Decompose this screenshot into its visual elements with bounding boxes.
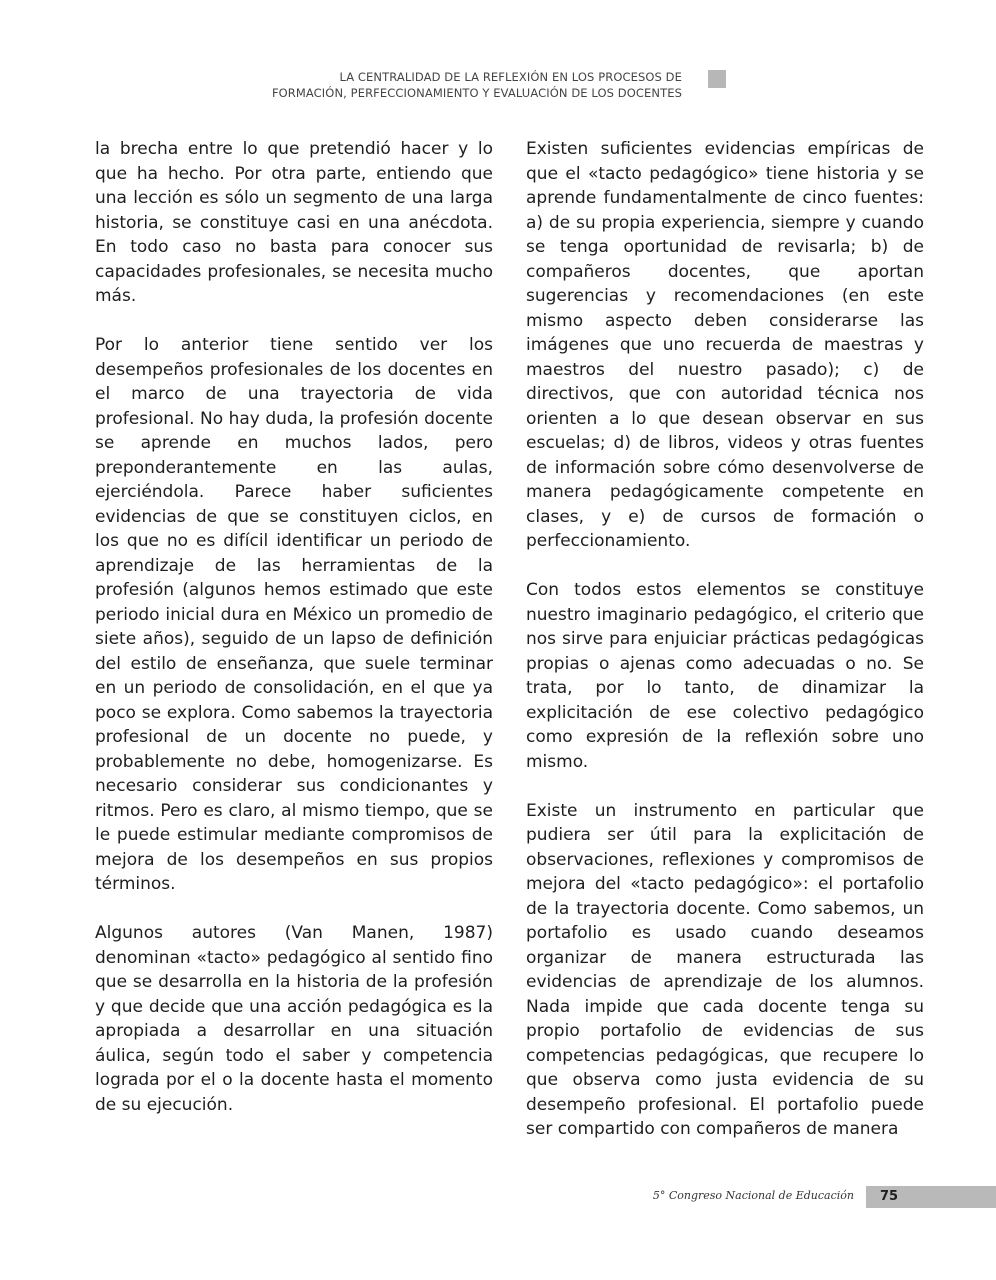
paragraph: Con todos estos elementos se constituye nuestro imaginario pedagógico, el criterio que nos sirve para enjuiciar prácticas pedagógicas propias o ajenas como adecuadas o no. Se trata, por lo tanto, de dinamizar la explicitación de ese colectivo pedagógico como expresión de la reflexión sobre uno mismo. [526, 580, 924, 772]
page-number: 75 [880, 1189, 899, 1204]
paragraph: Existen suficientes evidencias empíricas de que el «tacto pedagógico» tiene historia y se aprende fundamentalmente de cinco fuentes: a) de su propia experiencia, siempre y cuando se tenga oportunidad de revisarla; b) de compañeros docentes, que aportan sugerencias y recomendaciones (en este mismo aspecto deben considerarse las imágenes que uno recuerda de maestras y maestros del nuestro pasado); c) de directivos, que con autoridad técnica nos orienten a lo que desean observar en sus escuelas; d) de libros, videos y otras fuentes de información sobre cómo desenvolverse de manera pedagógicamente competente en clases, y e) de cursos de formación o perfeccionamiento. [526, 139, 924, 551]
paragraph: Por lo anterior tiene sentido ver los desempeños profesionales de los docentes en el marco de una trayectoria de vida profesional. No hay duda, la profesión docente se aprende en muchos lados, pero preponderantemente en las aulas, ejerciéndola. Parece haber suficientes evidencias de que se constituyen ciclos, en los que no es difícil identificar un periodo de aprendizaje de las herramientas de la profesión (algunos hemos estimado que este periodo inicial dura en México un promedio de siete años), seguido de un lapso de definición del estilo de enseñanza, que suele terminar en un periodo de consolidación, en el que ya poco se explora. Como sabemos la trayectoria profesional de un docente no puede, y probablemente no debe, homogenizarse. Es necesario considerar sus condicionantes y ritmos. Pero es claro, al mismo tiempo, que se le puede estimular mediante compromisos de mejora de los desempeños en sus propios términos. [95, 335, 493, 894]
left-text-column [95, 137, 493, 1142]
running-header-line-1: LA CENTRALIDAD DE LA REFLEXIÓN EN LOS PROCESOS DE [339, 70, 682, 84]
page-number-tab [866, 1186, 996, 1208]
running-header [122, 69, 682, 101]
right-text-column [526, 137, 924, 1166]
running-header-line-2: FORMACIÓN, PERFECCIONAMIENTO Y EVALUACIÓN DE LOS DOCENTES [271, 86, 682, 100]
header-decorative-square [708, 70, 726, 88]
footer-conference-name: 5° Congreso Nacional de Educación [652, 1189, 854, 1202]
paragraph: Existe un instrumento en particular que pudiera ser útil para la explicitación de observaciones, reflexiones y compromisos de mejora del «tacto pedagógico»: el portafolio de la trayectoria docente. Como sabemos, un portafolio es usado cuando deseamos organizar de manera estructurada las evidencias de aprendizaje de los alumnos. Nada impide que cada docente tenga su propio portafolio de evidencias de sus competencias pedagógicas, que recupere lo que observa como justa evidencia de su desempeño profesional. El portafolio puede ser compartido con compañeros de manera [526, 800, 924, 1139]
paragraph: Algunos autores (Van Manen, 1987) denominan «tacto» pedagógico al sentido fino que se desarrolla en la historia de la profesión y que decide que una acción pedagógica es la apropiada a desarrollar en una situación áulica, según todo el saber y competencia lograda por el o la docente hasta el momento de su ejecución. [95, 923, 493, 1115]
paragraph: la brecha entre lo que pretendió hacer y lo que ha hecho. Por otra parte, entiendo que una lección es sólo un segmento de una larga historia, se constituye casi en una anécdota. En todo caso no basta para conocer sus capacidades profesionales, se necesita mucho más. [95, 139, 493, 306]
